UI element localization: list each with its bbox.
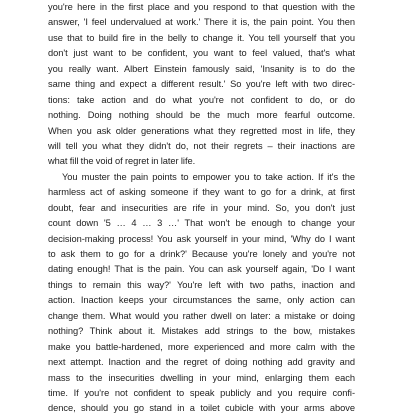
paragraph-2-line: decision-making process! You ask yourself in your mind, 'Why do I want <box>48 233 355 244</box>
paragraph-1-line: what fill the void of regret in later life. <box>48 156 196 167</box>
paragraph-1-line: you're here in the first place and you respond to that question with the <box>48 2 355 12</box>
paragraph-1-line: don't just want to be confident, you want to feel valued, that's what <box>48 48 355 59</box>
body-text <box>48 0 355 417</box>
paragraph-1-line: When you ask older generations what they regretted most in life, they <box>48 125 355 136</box>
paragraph-2-line: dating enough! That is the pain. You can ask yourself again, 'Do I want <box>48 264 355 275</box>
paragraph-1-line: you really want. Albert Einstein famously said, 'Insanity is to do the <box>48 63 355 74</box>
paragraph-2-line: count down '5 … 4 … 3 …' That won't be enough to change your <box>48 218 355 229</box>
paragraph-2-line: dence, should you go stand in a toilet cubicle with your arms above <box>48 403 355 414</box>
paragraph-1-line: nothing. Doing nothing should be the much more fearful outcome. <box>48 110 355 121</box>
paragraph-2-line: make you battle-hardened, more experienced and more calm with the <box>48 341 355 352</box>
paragraph-2-line: doubt, fear and insecurities are rife in your mind. So, you don't just <box>48 202 355 213</box>
paragraph-1-line: will tell you what they didn't do, not their regrets – their inactions are <box>48 140 355 151</box>
paragraph-2-line: You muster the pain points to empower you to take action. If it's the <box>62 171 355 182</box>
paragraph-2-line: action. Inaction keeps your circumstances the same, only action can <box>48 295 355 306</box>
paragraph-1-line: same thing and expect a different result.' So you're left with two direc- <box>48 79 355 90</box>
paragraph-2-line: next attempt. Inaction and the regret of doing nothing add gravity and <box>48 357 355 368</box>
paragraph-2-line: mass to the insecurities dwelling in your mind, enlarging them each <box>48 372 355 383</box>
paragraph-2-line: to ask them to go for a drink?' Because you're lonely and you're not <box>48 249 355 259</box>
paragraph-1-line: tions: take action and do what you're not confident to do, or do <box>48 94 355 105</box>
paragraph-2-line: things to remain this way?' You're left with two paths, inaction and <box>48 279 355 290</box>
paragraph-1-line: use that to build fire in the belly to change it. You tell yourself that you <box>48 32 355 43</box>
paragraph-2-line: change them. What would you rather dwell on later: a mistake or doing <box>48 310 355 321</box>
paragraph-2-line: time. If you're not confident to speak publicly and you require confi- <box>48 387 355 398</box>
paragraph-2-line: harmless act of asking someone if they want to go for a drink, at first <box>48 187 355 198</box>
paragraph-1-line: answer, 'I feel undervalued at work.' There it is, the pain point. You then <box>48 17 355 28</box>
paragraph-2-line: nothing? Think about it. Mistakes add strings to the bow, mistakes <box>48 326 355 337</box>
